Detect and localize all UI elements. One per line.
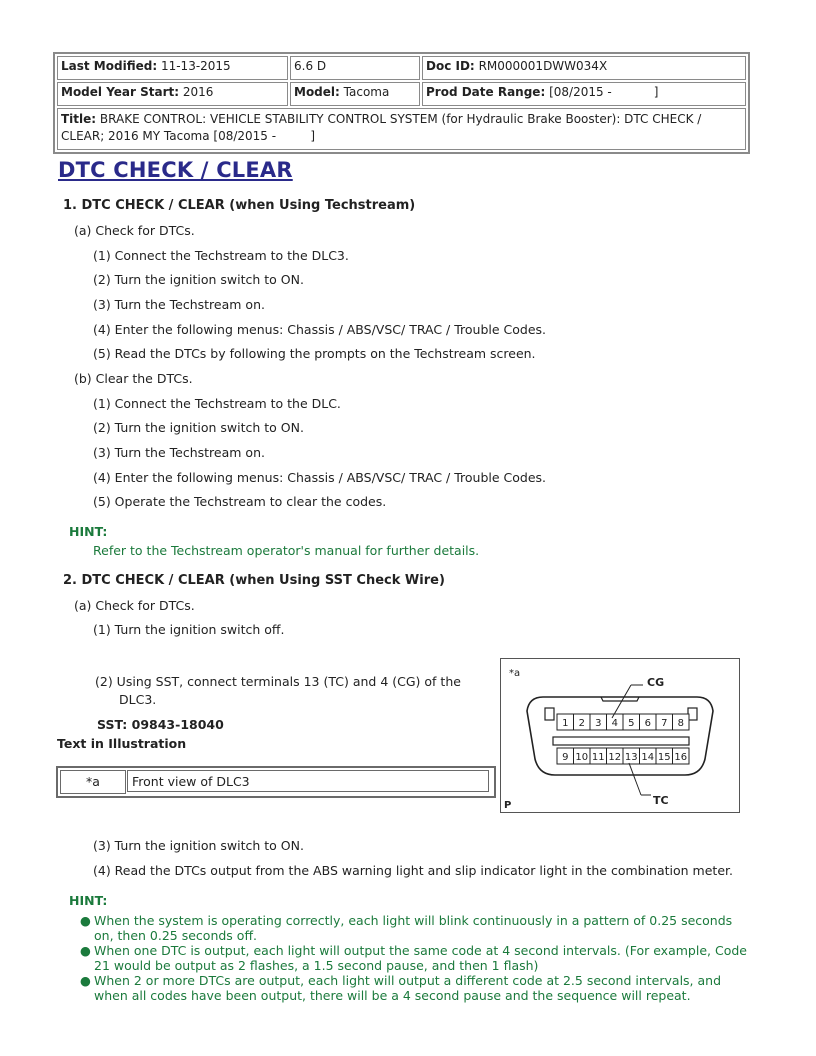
pin-number: 11	[591, 752, 605, 763]
document-header	[53, 52, 750, 154]
pin-number: 16	[674, 752, 688, 763]
pin-row-bottom	[557, 748, 689, 764]
pin-number: 4	[611, 718, 618, 729]
pin-number: 3	[595, 718, 602, 729]
pin-number: 2	[578, 718, 585, 729]
legend-value: Front view of DLC3	[127, 770, 489, 792]
pin-number: 1	[562, 718, 569, 729]
section1-hint-text: Refer to the Techstream operator's manual for further details.	[93, 543, 480, 558]
section1-b-step: (2) Turn the ignition switch to ON.	[93, 420, 304, 435]
pin-number: 9	[562, 752, 569, 763]
section1-b-step: (1) Connect the Techstream to the DLC.	[93, 396, 341, 411]
doc-id-cell: Doc ID: RM000001DWW034X	[422, 56, 746, 80]
hint-bullet: ● When the system is operating correctly, each light will blink continuously in a pattern of 0.25 seconds on, then 0.25 seconds off.	[80, 913, 733, 943]
model-year-cell: Model Year Start: 2016	[57, 82, 288, 106]
section1-a-step: (5) Read the DTCs by following the prompts on the Techstream screen.	[93, 346, 536, 361]
bullet-dot-icon: ●	[80, 943, 91, 958]
dlc3-connector-drawing	[501, 659, 739, 812]
version-cell: 6.6 D	[290, 56, 420, 80]
section2-step2-cont: DLC3.	[119, 692, 157, 707]
section1-b-label: (b) Clear the DTCs.	[74, 371, 193, 386]
bullet-dot-icon: ●	[80, 913, 91, 928]
section2-step1: (1) Turn the ignition switch off.	[93, 622, 285, 637]
figure-p-label: P	[504, 800, 512, 811]
section2-heading: 2. DTC CHECK / CLEAR (when Using SST Check Wire)	[63, 573, 445, 588]
section2-step2: (2) Using SST, connect terminals 13 (TC) and 4 (CG) of the	[95, 674, 461, 689]
section2-hint-label: HINT:	[69, 893, 108, 908]
pin-number: 8	[677, 718, 684, 729]
pin-number: 13	[624, 752, 638, 763]
page-title: DTC CHECK / CLEAR	[58, 158, 293, 182]
dlc3-illustration	[500, 658, 740, 813]
legend-key: *a	[60, 770, 126, 794]
hint-bullet: ● When one DTC is output, each light will output the same code at 4 second intervals. (For example, Code 21 would be output as 2 flashes, a 1.5 second pause, and then 1 flash)	[80, 943, 747, 973]
pin-number: 7	[661, 718, 668, 729]
section1-b-step: (5) Operate the Techstream to clear the codes.	[93, 494, 387, 509]
model-cell: Model: Tacoma	[290, 82, 420, 106]
connector-center-rib	[553, 737, 689, 745]
last-modified-cell: Last Modified: 11-13-2015	[57, 56, 288, 80]
section1-a-step: (2) Turn the ignition switch to ON.	[93, 272, 304, 287]
cg-label: CG	[647, 676, 665, 689]
section1-b-step: (3) Turn the Techstream on.	[93, 445, 265, 460]
prod-date-cell: Prod Date Range: [08/2015 - ]	[422, 82, 746, 106]
pin-number: 6	[644, 718, 651, 729]
pin-number: 15	[657, 752, 671, 763]
pin-number: 12	[608, 752, 622, 763]
section2-step4: (4) Read the DTCs output from the ABS warning light and slip indicator light in the combination meter.	[93, 863, 733, 878]
section2-step3: (3) Turn the ignition switch to ON.	[93, 838, 304, 853]
pin-number: 14	[641, 752, 655, 763]
section1-a-step: (1) Connect the Techstream to the DLC3.	[93, 248, 349, 263]
illustration-legend-table	[56, 766, 496, 798]
hint-bullet: ● When 2 or more DTCs are output, each light will output a different code at 2.5 second intervals, and when all codes have been output, there will be a 4 second pause and the sequence will repeat.	[80, 973, 722, 1003]
pin-number: 10	[575, 752, 589, 763]
figure-corner-label: *a	[509, 668, 521, 679]
tc-label: TC	[653, 794, 669, 807]
section1-hint-label: HINT:	[69, 524, 108, 539]
pin-row-top	[557, 714, 689, 730]
section1-a-label: (a) Check for DTCs.	[74, 223, 195, 238]
connector-latch-left	[545, 708, 554, 720]
title-cell: Title: BRAKE CONTROL: VEHICLE STABILITY CONTROL SYSTEM (for Hydraulic Brake Booster): DTC CHECK / CLEAR; 2016 MY Tacoma [08/2015 - ]	[57, 108, 746, 150]
pin-number: 5	[628, 718, 635, 729]
section1-heading: 1. DTC CHECK / CLEAR (when Using Techstream)	[63, 198, 416, 213]
bullet-dot-icon: ●	[80, 973, 91, 988]
section1-b-step: (4) Enter the following menus: Chassis / ABS/VSC/ TRAC / Trouble Codes.	[93, 470, 547, 485]
section1-a-step: (3) Turn the Techstream on.	[93, 297, 265, 312]
text-in-illustration-heading: Text in Illustration	[57, 736, 187, 751]
section2-a-label: (a) Check for DTCs.	[74, 598, 195, 613]
section1-a-step: (4) Enter the following menus: Chassis / ABS/VSC/ TRAC / Trouble Codes.	[93, 322, 547, 337]
sst-number: SST: 09843-18040	[97, 717, 224, 732]
